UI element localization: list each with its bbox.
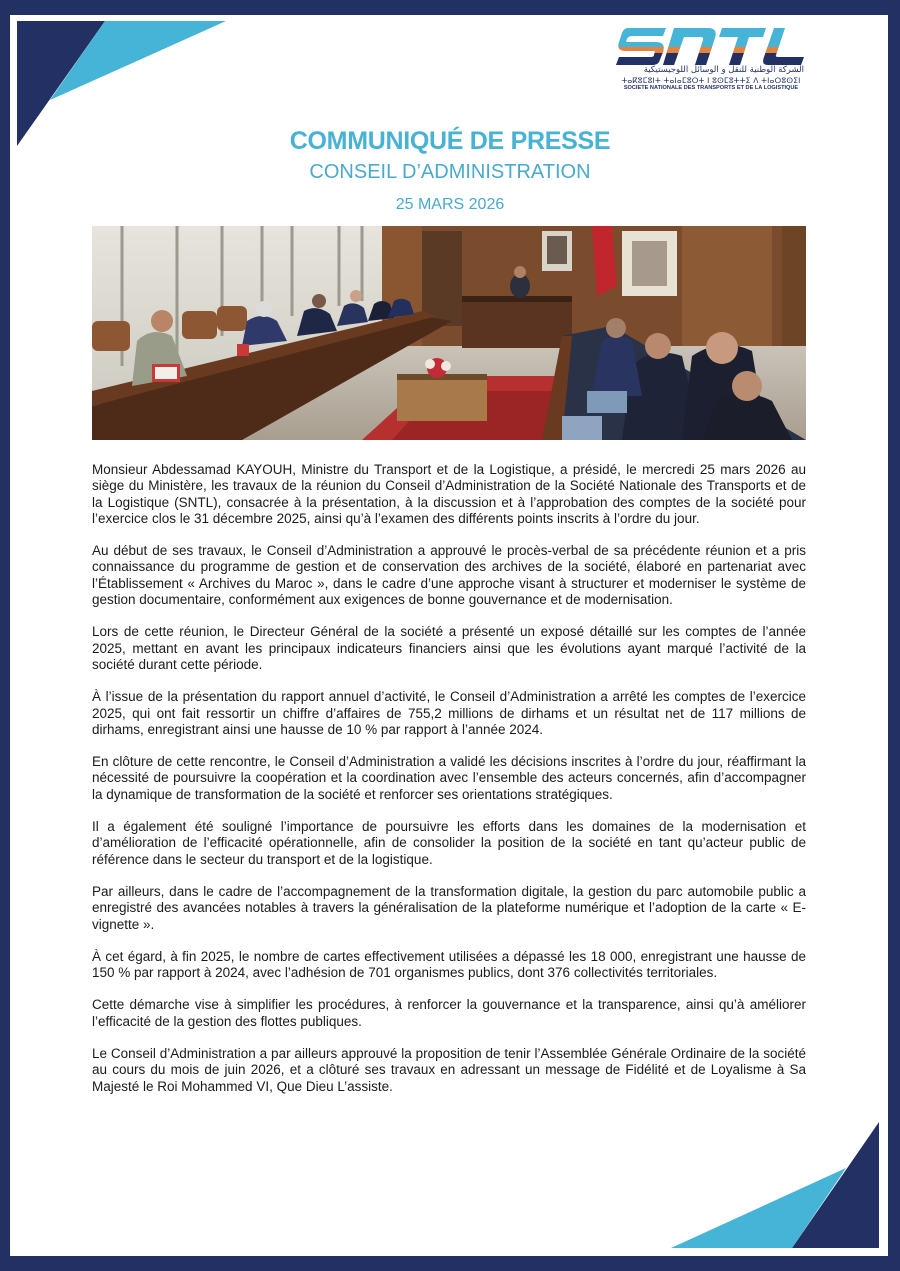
press-release-subtitle: CONSEIL D’ADMINISTRATION xyxy=(309,161,591,183)
paragraph: Il a également été souligné l’importance de poursuivre les efforts dans les domaines de la modernisation et d’amélioration de l’efficacité opérationnelle, afin de consolider la position de la société en tant qu’acteur public de référence dans le secteur du transport et de la logistique. xyxy=(92,819,806,867)
press-release-body xyxy=(92,462,806,1111)
press-release-title: COMMUNIQUÉ DE PRESSE xyxy=(289,127,611,155)
paragraph: Le Conseil d’Administration a par ailleurs approuvé la proposition de tenir l’Assemblée Générale Ordinaire de la société au cours du mois de juin 2026, et a clôturé ses travaux en adressant un message de Fidélité et de Loyalisme à Sa Majesté le Roi Mohammed VI, Que Dieu L’assiste. xyxy=(92,1046,806,1094)
paragraph: Au début de ses travaux, le Conseil d’Administration a approuvé le procès-verbal de sa précédente réunion et a pris connaissance du programme de gestion et de conservation des archives de la société, élaboré en partenariat avec l’Établissement « Archives du Maroc », dans le cadre d’une approche visant à structurer et moderniser le système de gestion documentaire, conformément aux exigences de bonne gouvernance et de modernisation. xyxy=(92,543,806,608)
logo-french-name: SOCIETE NATIONALE DES TRANSPORTS ET DE LA LOGISTIQUE xyxy=(623,85,799,91)
paragraph: À cet égard, à fin 2025, le nombre de cartes effectivement utilisées a dépassé les 18 000, enregistrant une hausse de 150 % par rapport à 2024, avec l’adhésion de 701 organismes publics, dont 376 collectivités territoriales. xyxy=(92,948,806,981)
paragraph: Lors de cette réunion, le Directeur Général de la société a présenté un exposé détaillé sur les comptes de l’année 2025, mettant en avant les principaux indicateurs financiers ainsi que les évolutions ayant marqué l’activité de la société durant cette période. xyxy=(92,624,806,672)
logo-tifinagh-name: ⵜⴰⴽⵓⵎⵓⵏⵜ ⵜⴰⵏⴰⵎⵓⵔⵜ ⵏ ⵓⵙⵎⵓⵜⵜⵉ ⴷ ⵜⵏⴰⵔⵓⵙⵉⵏ xyxy=(621,76,801,85)
board-meeting-photo xyxy=(92,226,806,440)
logo-arabic-name: الشركة الوطنية للنقل و الوسائل اللوجيستيكية xyxy=(643,65,804,75)
paragraph: À l’issue de la présentation du rapport annuel d’activité, le Conseil d’Administration a arrêté les comptes de l’exercice 2025, qui ont fait ressortir un chiffre d’affaires de 755,2 millions de dirhams et un résultat net de 117 millions de dirhams, enregistrant ainsi une hausse de 10 % par rapport à l’année 2024. xyxy=(92,689,806,737)
paragraph: En clôture de cette rencontre, le Conseil d’Administration a validé les décisions inscrites à l’ordre du jour, réaffirmant la nécessité de poursuivre la coopération et la coordination avec l’ensemble des acteurs concernés, afin d’accompagner la dynamique de transformation de la société et renforcer ses orientations stratégiques. xyxy=(92,754,806,802)
paragraph: Par ailleurs, dans le cadre de l’accompagnement de la transformation digitale, la gestion du parc automobile public a enregistré des avancées notables à travers la généralisation de la plateforme numérique et l’adoption de la carte « E-vignette ». xyxy=(92,883,806,932)
meeting-photo-illustration xyxy=(92,226,806,440)
sntl-logo xyxy=(616,26,806,96)
paragraph: Monsieur Abdessamad KAYOUH, Ministre du Transport et de la Logistique, a présidé, le mercredi 25 mars 2026 au siège du Ministère, les travaux de la réunion du Conseil d’Administration de la Société Nationale des Transports et de la Logistique (SNTL), consacrée à la présentation, à la discussion et à l’approbation des comptes de la société pour l’exercice clos le 31 décembre 2025, ainsi qu’à l’examen des différents points inscrits à l’ordre du jour. xyxy=(92,462,806,526)
press-release-date: 25 MARS 2026 xyxy=(395,196,505,213)
paragraph: Cette démarche vise à simplifier les procédures, à renforcer la gouvernance et la transparence, ainsi qu’à améliorer l’efficacité de la gestion des flottes publiques. xyxy=(92,997,806,1029)
sntl-wordmark-icon xyxy=(616,26,806,66)
